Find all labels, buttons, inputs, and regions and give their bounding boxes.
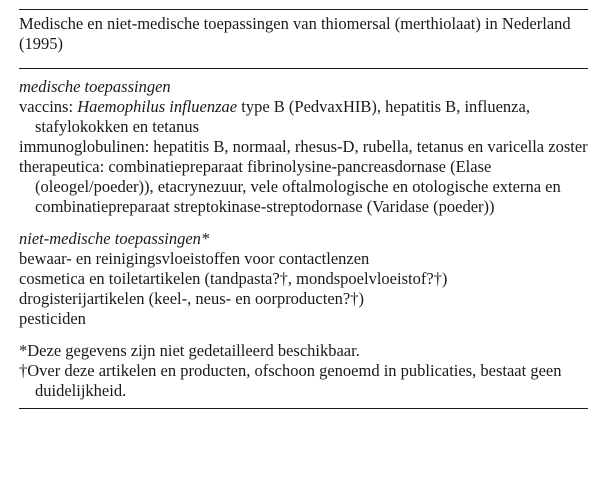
table-body: [19, 69, 588, 401]
therapeutic-entry: therapeutica: combinatiepreparaat fibrinolysine-pancreasdornase (Elase (oleogel/poeder)), etacrynezuur, vele oftalmologische en otologische externa en combinatiepreparaat streptokinase-streptodornase (Varidase (poeder)): [19, 157, 561, 216]
nonmedical-heading: niet-medische toepassingen*: [19, 229, 210, 248]
list-item: cosmetica en toiletartikelen (tandpasta?†, mondspoelvloeistof?†): [19, 269, 448, 288]
vaccins-species: Haemophilus influenzae: [77, 97, 238, 116]
vaccins-label: vaccins:: [19, 97, 74, 116]
thiomersal-table: [19, 0, 588, 409]
immunoglobulin-entry: immunoglobulinen: hepatitis B, normaal, rhesus-D, rubella, tetanus en varicella zoster: [19, 137, 588, 156]
bottom-rule: [19, 408, 588, 409]
section-gap: [19, 329, 588, 341]
list-item: pesticiden: [19, 309, 86, 328]
list-item: bewaar- en reinigingsvloeistoffen voor contactlenzen: [19, 249, 370, 268]
vaccins-text: type B (PedvaxHIB), hepatitis B, influenza, stafylokokken en tetanus: [35, 97, 530, 136]
vaccins-entry: [19, 97, 588, 137]
footnote-asterisk: *Deze gegevens zijn niet gedetailleerd beschikbaar.: [19, 341, 360, 360]
section-gap: [19, 217, 588, 229]
table-title: Medische en niet-medische toepassingen van thiomersal (merthiolaat) in Nederland (1995): [19, 14, 571, 53]
medical-heading: medische toepassingen: [19, 77, 171, 96]
footnote-dagger: †Over deze artikelen en producten, ofschoon genoemd in publicaties, bestaat geen duidelijkheid.: [19, 361, 562, 400]
list-item: drogisterijartikelen (keel-, neus- en oorproducten?†): [19, 289, 364, 308]
